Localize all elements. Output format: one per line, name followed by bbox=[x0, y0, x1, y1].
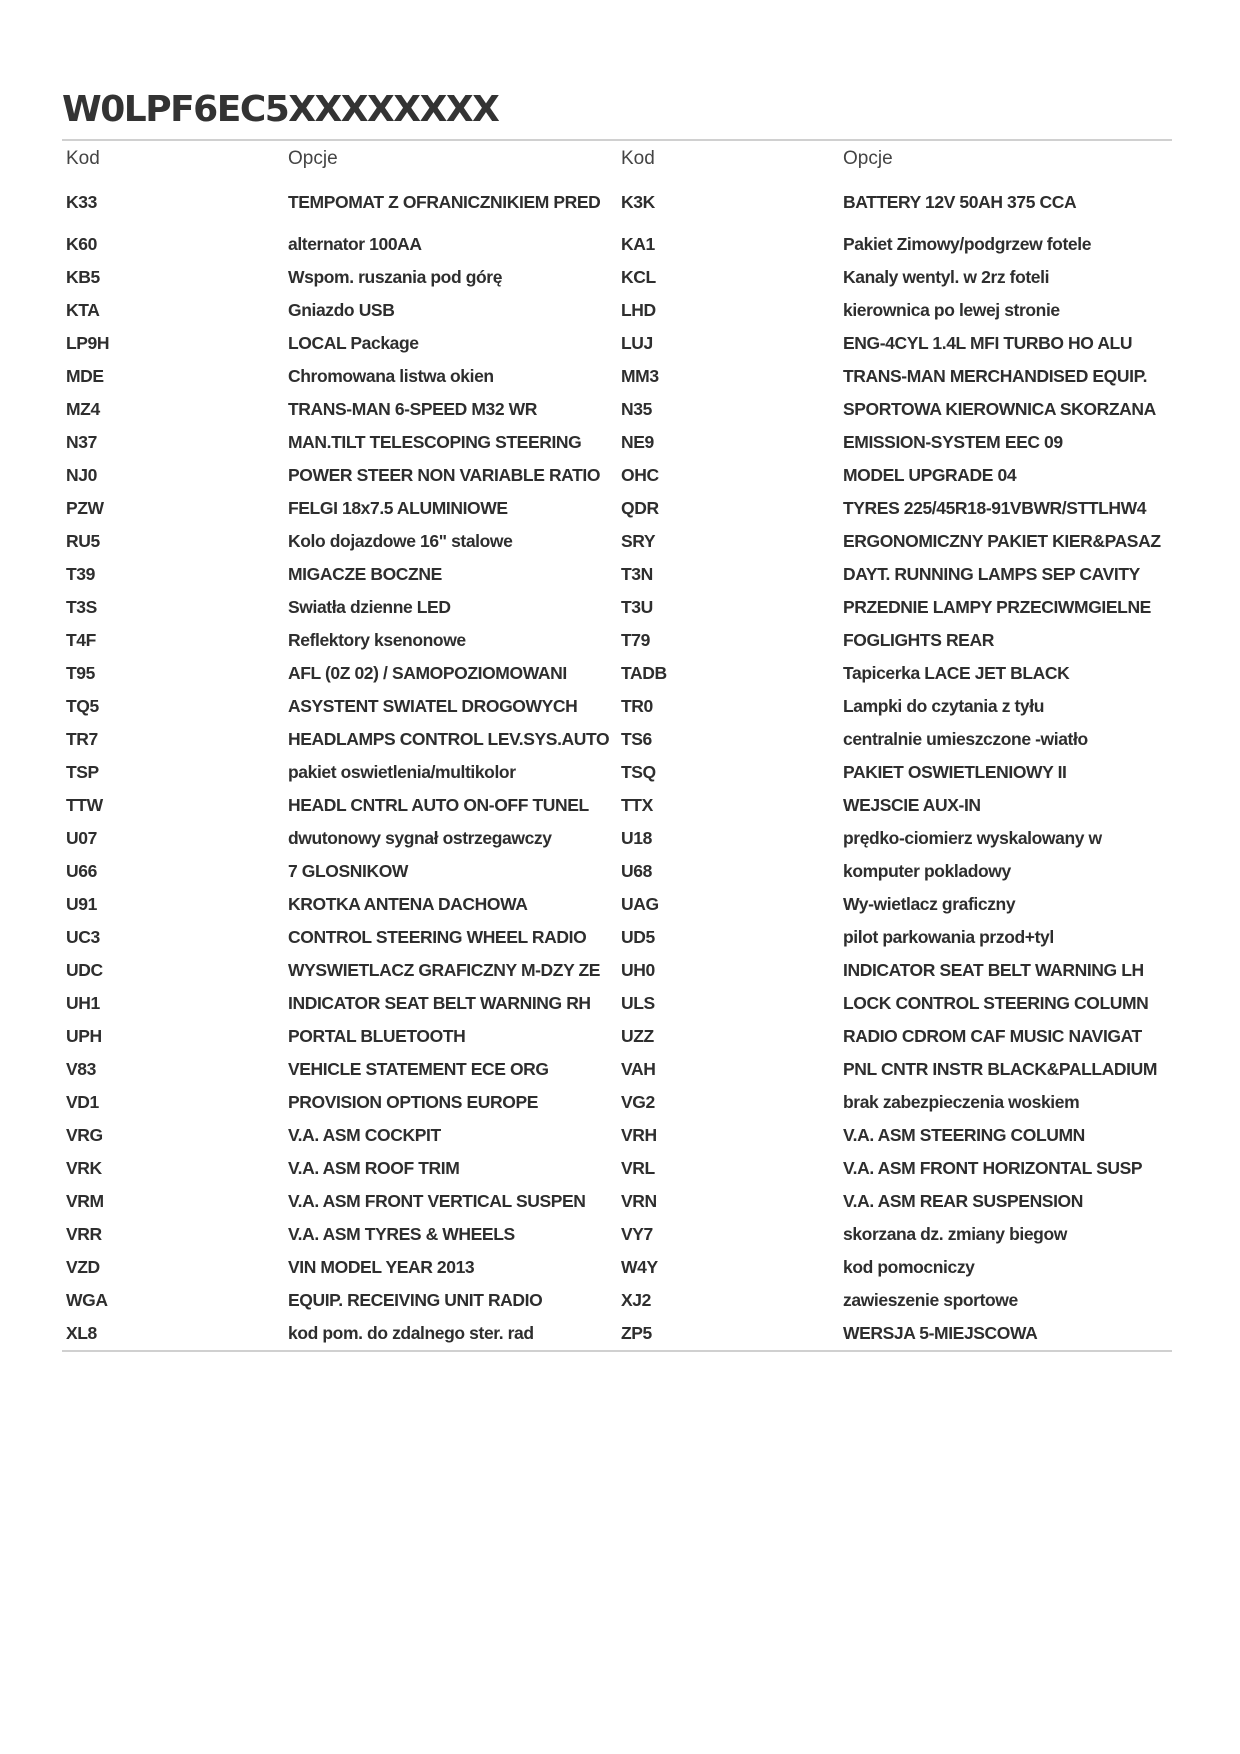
option-description: TRANS-MAN 6-SPEED M32 WR bbox=[288, 399, 538, 419]
option-code: T95 bbox=[66, 663, 95, 683]
table-row bbox=[62, 954, 1172, 987]
option-code: T4F bbox=[66, 630, 96, 650]
table-row bbox=[62, 888, 1172, 921]
option-code: ZP5 bbox=[621, 1323, 652, 1343]
option-description: V.A. ASM ROOF TRIM bbox=[288, 1158, 460, 1178]
option-code: V83 bbox=[66, 1059, 96, 1079]
option-description: VIN MODEL YEAR 2013 bbox=[288, 1257, 475, 1277]
option-code: UPH bbox=[66, 1026, 102, 1046]
option-description: V.A. ASM STEERING COLUMN bbox=[843, 1125, 1085, 1145]
table-row bbox=[62, 756, 1172, 789]
table-row bbox=[62, 558, 1172, 591]
option-description: V.A. ASM FRONT VERTICAL SUSPEN bbox=[288, 1191, 586, 1211]
option-description: dwutonowy sygnał ostrzegawczy bbox=[288, 828, 552, 848]
table-row bbox=[62, 822, 1172, 855]
option-description: MIGACZE BOCZNE bbox=[288, 564, 442, 584]
option-code: K33 bbox=[66, 191, 97, 212]
option-description: zawieszenie sportowe bbox=[843, 1290, 1018, 1310]
option-code: UAG bbox=[621, 894, 659, 914]
table-row bbox=[62, 855, 1172, 888]
option-description: TRANS-MAN MERCHANDISED EQUIP. bbox=[843, 366, 1148, 386]
table-row bbox=[62, 789, 1172, 822]
option-description: WERSJA 5-MIEJSCOWA bbox=[843, 1323, 1038, 1343]
option-code: U68 bbox=[621, 861, 652, 881]
option-description: MAN.TILT TELESCOPING STEERING bbox=[288, 432, 582, 452]
table-row bbox=[62, 987, 1172, 1020]
table-row bbox=[62, 1086, 1172, 1119]
option-code: N37 bbox=[66, 432, 97, 452]
option-code: WGA bbox=[66, 1290, 108, 1310]
option-code: UDC bbox=[66, 960, 103, 980]
table-row bbox=[62, 261, 1172, 294]
option-code: PZW bbox=[66, 498, 104, 518]
option-code: U66 bbox=[66, 861, 97, 881]
option-code: VAH bbox=[621, 1059, 656, 1079]
option-code: TSQ bbox=[621, 762, 656, 782]
option-code: VRR bbox=[66, 1224, 102, 1244]
option-code: MM3 bbox=[621, 366, 659, 386]
option-code: LUJ bbox=[621, 333, 653, 353]
table-row bbox=[62, 1053, 1172, 1086]
option-code: VRH bbox=[621, 1125, 657, 1145]
table-row bbox=[62, 426, 1172, 459]
option-description: LOCAL Package bbox=[288, 333, 419, 353]
table-row bbox=[62, 492, 1172, 525]
option-code: VY7 bbox=[621, 1224, 653, 1244]
option-code: UH1 bbox=[66, 993, 100, 1013]
option-code: NJ0 bbox=[66, 465, 97, 485]
option-code: T3N bbox=[621, 564, 653, 584]
table-row bbox=[62, 525, 1172, 558]
option-description: 7 GLOSNIKOW bbox=[288, 861, 409, 881]
option-code: UH0 bbox=[621, 960, 655, 980]
option-description: V.A. ASM REAR SUSPENSION bbox=[843, 1191, 1083, 1211]
option-code: VZD bbox=[66, 1257, 100, 1277]
table-row bbox=[62, 624, 1172, 657]
option-description: AFL (0Z 02) / SAMOPOZIOMOWANI bbox=[288, 663, 567, 683]
option-code: T3U bbox=[621, 597, 653, 617]
option-description: HEADLAMPS CONTROL LEV.SYS.AUTO bbox=[288, 729, 610, 749]
option-code: RU5 bbox=[66, 531, 100, 551]
option-description: WEJSCIE AUX-IN bbox=[843, 795, 981, 815]
option-description: DAYT. RUNNING LAMPS SEP CAVITY bbox=[843, 564, 1140, 584]
option-code: T39 bbox=[66, 564, 95, 584]
option-code: TQ5 bbox=[66, 696, 99, 716]
option-code: UC3 bbox=[66, 927, 100, 947]
table-row bbox=[62, 1152, 1172, 1185]
option-code: TSP bbox=[66, 762, 99, 782]
table-row bbox=[62, 1218, 1172, 1251]
option-description: FELGI 18x7.5 ALUMINIOWE bbox=[288, 498, 508, 518]
options-table bbox=[62, 139, 1172, 1352]
option-code: U18 bbox=[621, 828, 652, 848]
option-code: OHC bbox=[621, 465, 659, 485]
table-row bbox=[62, 723, 1172, 756]
table-row bbox=[62, 327, 1172, 360]
option-description: V.A. ASM FRONT HORIZONTAL SUSP bbox=[843, 1158, 1143, 1178]
option-description: skorzana dz. zmiany biegow bbox=[843, 1224, 1067, 1244]
option-description: INDICATOR SEAT BELT WARNING LH bbox=[843, 960, 1144, 980]
table-row bbox=[62, 690, 1172, 723]
option-description: pilot parkowania przod+tyl bbox=[843, 927, 1054, 947]
table-row bbox=[62, 1251, 1172, 1284]
option-code: VD1 bbox=[66, 1092, 99, 1112]
option-description: Tapicerka LACE JET BLACK bbox=[843, 663, 1070, 683]
option-code: VRL bbox=[621, 1158, 655, 1178]
option-code: XJ2 bbox=[621, 1290, 651, 1310]
option-description: brak zabezpieczenia woskiem bbox=[843, 1092, 1080, 1112]
table-row bbox=[62, 1020, 1172, 1053]
option-code: TR0 bbox=[621, 696, 653, 716]
option-description: Swiatła dzienne LED bbox=[288, 597, 451, 617]
table-row bbox=[62, 393, 1172, 426]
option-code: KTA bbox=[66, 300, 100, 320]
option-description: Reflektory ksenonowe bbox=[288, 630, 466, 650]
table-row bbox=[62, 459, 1172, 492]
option-description: kod pom. do zdalnego ster. rad bbox=[288, 1323, 534, 1343]
option-description: PRZEDNIE LAMPY PRZECIWMGIELNE bbox=[843, 597, 1151, 617]
option-code: MZ4 bbox=[66, 399, 100, 419]
table-row bbox=[62, 360, 1172, 393]
column-header-opcje: Opcje bbox=[843, 147, 893, 169]
option-description: BATTERY 12V 50AH 375 CCA bbox=[843, 191, 1077, 212]
option-code: UD5 bbox=[621, 927, 655, 947]
option-description: EMISSION-SYSTEM EEC 09 bbox=[843, 432, 1063, 452]
option-code: VRK bbox=[66, 1158, 102, 1178]
option-description: INDICATOR SEAT BELT WARNING RH bbox=[288, 993, 591, 1013]
option-description: PNL CNTR INSTR BLACK&PALLADIUM bbox=[843, 1059, 1157, 1079]
option-description: RADIO CDROM CAF MUSIC NAVIGAT bbox=[843, 1026, 1142, 1046]
option-description: PROVISION OPTIONS EUROPE bbox=[288, 1092, 539, 1112]
option-code: W4Y bbox=[621, 1257, 658, 1277]
option-code: NE9 bbox=[621, 432, 654, 452]
option-description: PORTAL BLUETOOTH bbox=[288, 1026, 466, 1046]
option-description: SPORTOWA KIEROWNICA SKORZANA bbox=[843, 399, 1156, 419]
option-description: ENG-4CYL 1.4L MFI TURBO HO ALU bbox=[843, 333, 1133, 353]
option-code: VRN bbox=[621, 1191, 657, 1211]
document-page bbox=[62, 86, 1172, 1352]
option-description: PAKIET OSWIETLENIOWY II bbox=[843, 762, 1067, 782]
option-description: kierownica po lewej stronie bbox=[843, 300, 1060, 320]
table-row bbox=[62, 1119, 1172, 1152]
table-row bbox=[62, 1317, 1172, 1351]
table-row bbox=[62, 1284, 1172, 1317]
option-code: UZZ bbox=[621, 1026, 654, 1046]
option-description: Wspom. ruszania pod górę bbox=[288, 267, 503, 287]
option-code: LP9H bbox=[66, 333, 110, 353]
option-code: U07 bbox=[66, 828, 97, 848]
column-header-kod: Kod bbox=[621, 147, 655, 169]
option-code: K3K bbox=[621, 191, 655, 212]
table-row bbox=[62, 294, 1172, 327]
option-description: POWER STEER NON VARIABLE RATIO bbox=[288, 465, 601, 485]
option-code: SRY bbox=[621, 531, 656, 551]
option-description: MODEL UPGRADE 04 bbox=[843, 465, 1017, 485]
table-row bbox=[62, 657, 1172, 690]
option-description: Gniazdo USB bbox=[288, 300, 395, 320]
option-description: alternator 100AA bbox=[288, 234, 422, 254]
option-description: WYSWIETLACZ GRAFICZNY M-DZY ZE bbox=[288, 960, 601, 980]
option-code: VG2 bbox=[621, 1092, 655, 1112]
option-description: KROTKA ANTENA DACHOWA bbox=[288, 894, 528, 914]
option-description: prędko-ciomierz wyskalowany w bbox=[843, 828, 1102, 848]
option-description: kod pomocniczy bbox=[843, 1257, 975, 1277]
option-code: T79 bbox=[621, 630, 650, 650]
option-code: KCL bbox=[621, 267, 656, 287]
vin-title: W0LPF6EC5XXXXXXXX bbox=[62, 89, 499, 130]
table-header-row bbox=[62, 140, 1172, 176]
option-description: VEHICLE STATEMENT ECE ORG bbox=[288, 1059, 549, 1079]
option-code: U91 bbox=[66, 894, 97, 914]
option-description: TEMPOMAT Z OFRANICZNIKIEM PRED bbox=[288, 191, 601, 212]
option-description: EQUIP. RECEIVING UNIT RADIO bbox=[288, 1290, 543, 1310]
option-code: MDE bbox=[66, 366, 104, 386]
option-description: LOCK CONTROL STEERING COLUMN bbox=[843, 993, 1149, 1013]
option-description: centralnie umieszczone -wiatło bbox=[843, 729, 1088, 749]
option-code: TADB bbox=[621, 663, 667, 683]
option-description: HEADL CNTRL AUTO ON-OFF TUNEL bbox=[288, 795, 589, 815]
option-description: Lampki do czytania z tyłu bbox=[843, 696, 1045, 716]
table-body bbox=[62, 176, 1172, 1351]
option-code: TTW bbox=[66, 795, 103, 815]
option-code: VRG bbox=[66, 1125, 103, 1145]
table-row bbox=[62, 921, 1172, 954]
option-description: ERGONOMICZNY PAKIET KIER&PASAZ bbox=[843, 531, 1161, 551]
column-header-opcje: Opcje bbox=[288, 147, 338, 169]
option-code: T3S bbox=[66, 597, 97, 617]
option-description: Kolo dojazdowe 16" stalowe bbox=[288, 531, 513, 551]
option-description: Wy-wietlacz graficzny bbox=[843, 894, 1016, 914]
option-description: V.A. ASM TYRES & WHEELS bbox=[288, 1224, 515, 1244]
option-code: TS6 bbox=[621, 729, 652, 749]
table-row bbox=[62, 176, 1172, 228]
option-description: pakiet oswietlenia/multikolor bbox=[288, 762, 516, 782]
option-code: KB5 bbox=[66, 267, 100, 287]
option-description: ASYSTENT SWIATEL DROGOWYCH bbox=[288, 696, 578, 716]
option-description: TYRES 225/45R18-91VBWR/STTLHW4 bbox=[843, 498, 1147, 518]
table-row bbox=[62, 228, 1172, 261]
option-code: LHD bbox=[621, 300, 656, 320]
option-code: XL8 bbox=[66, 1323, 97, 1343]
column-header-kod: Kod bbox=[66, 147, 100, 169]
table-row bbox=[62, 591, 1172, 624]
option-code: KA1 bbox=[621, 234, 655, 254]
option-code: TR7 bbox=[66, 729, 98, 749]
option-code: QDR bbox=[621, 498, 659, 518]
option-description: Kanaly wentyl. w 2rz foteli bbox=[843, 267, 1050, 287]
option-code: ULS bbox=[621, 993, 655, 1013]
option-description: FOGLIGHTS REAR bbox=[843, 630, 994, 650]
option-description: komputer pokladowy bbox=[843, 861, 1011, 881]
option-description: V.A. ASM COCKPIT bbox=[288, 1125, 441, 1145]
option-code: N35 bbox=[621, 399, 652, 419]
option-code: TTX bbox=[621, 795, 653, 815]
option-code: VRM bbox=[66, 1191, 104, 1211]
table-row bbox=[62, 1185, 1172, 1218]
option-description: Pakiet Zimowy/podgrzew fotele bbox=[843, 234, 1092, 254]
option-description: Chromowana listwa okien bbox=[288, 366, 494, 386]
option-description: CONTROL STEERING WHEEL RADIO bbox=[288, 927, 587, 947]
option-code: K60 bbox=[66, 234, 97, 254]
